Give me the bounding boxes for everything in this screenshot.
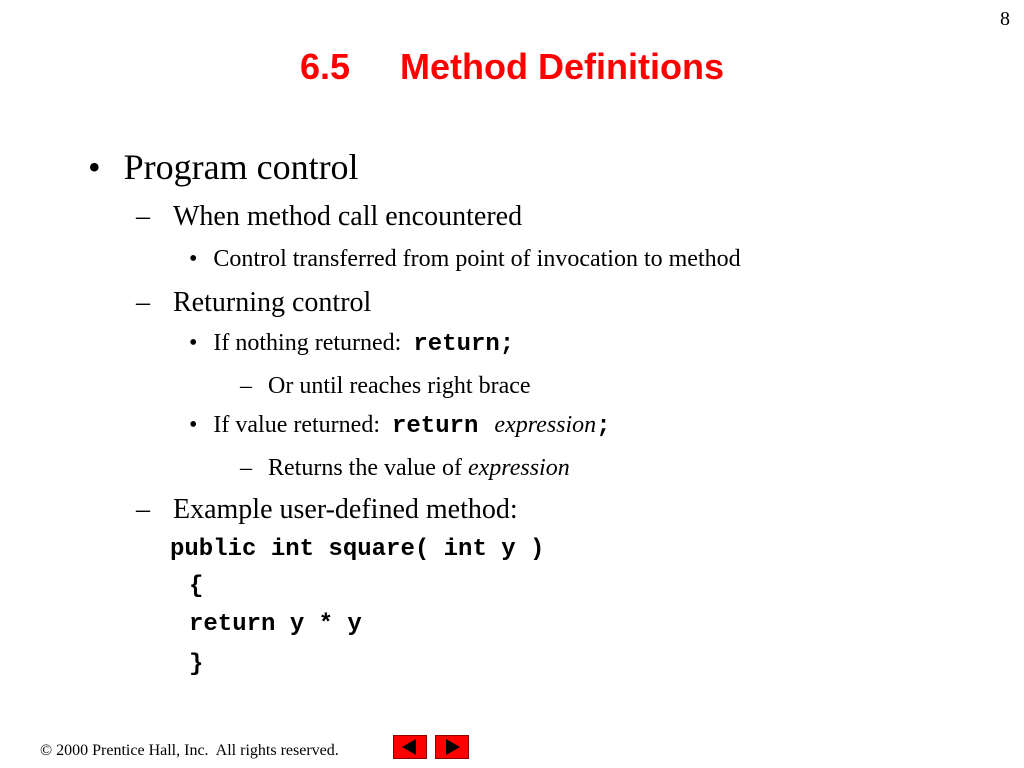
bullet-text: Control transferred from point of invocation to method [213, 246, 741, 272]
dash-glyph: – [240, 373, 252, 399]
level4-bullet-returns-value [240, 455, 570, 482]
dash-glyph: – [136, 494, 150, 525]
copyright-symbol: © [40, 742, 53, 759]
bullet-text: When method call encountered [173, 201, 523, 232]
sub-bullet-method-call [136, 201, 522, 233]
sub-sub-bullet-value-returned [189, 412, 611, 440]
code-line-close-brace: } [189, 651, 204, 678]
arrow-left-icon [394, 736, 426, 758]
sub-sub-bullet-nothing-returned [189, 330, 514, 358]
bullet-text: Program control [123, 147, 359, 187]
bullet-text: If nothing returned: [213, 330, 414, 356]
expression-text: expression [494, 412, 597, 438]
bullet-text: Returning control [173, 287, 372, 318]
arrow-right-icon [436, 736, 468, 758]
dash-glyph: – [240, 455, 252, 481]
code-return: return; [413, 331, 515, 358]
slide-title: 6.5 Method Definitions [299, 46, 725, 87]
copyright-text: 2000 Prentice Hall, Inc. All rights reserved. [52, 742, 339, 759]
footer-copyright [40, 742, 339, 760]
bullet-text: Example user-defined method: [173, 494, 518, 525]
bullet-glyph: • [189, 330, 198, 356]
bullet-glyph: • [189, 412, 198, 438]
bullet-glyph: • [88, 147, 101, 187]
bullet-program-control [88, 146, 359, 188]
level4-bullet-right-brace [240, 373, 531, 400]
page-number: 8 [1000, 8, 1010, 30]
sub-bullet-example-method [136, 494, 518, 526]
previous-slide-button[interactable] [393, 735, 427, 759]
code-return: return [392, 413, 479, 440]
expression-text: expression [467, 455, 570, 481]
code-line-return: return y * y [189, 611, 362, 638]
dash-glyph: – [136, 287, 150, 318]
bullet-glyph: • [189, 246, 198, 272]
next-slide-button[interactable] [435, 735, 469, 759]
bullet-text: Or until reaches right brace [268, 373, 531, 399]
sub-bullet-returning-control [136, 287, 371, 319]
code-line-signature: public int square( int y ) [170, 536, 545, 563]
sub-sub-bullet-control-transferred [189, 246, 741, 273]
bullet-text: If value returned: [213, 412, 392, 438]
bullet-text: Returns the value of [268, 455, 468, 481]
code-line-open-brace: { [189, 573, 204, 600]
dash-glyph: – [136, 201, 150, 232]
code-semicolon: ; [596, 413, 611, 440]
